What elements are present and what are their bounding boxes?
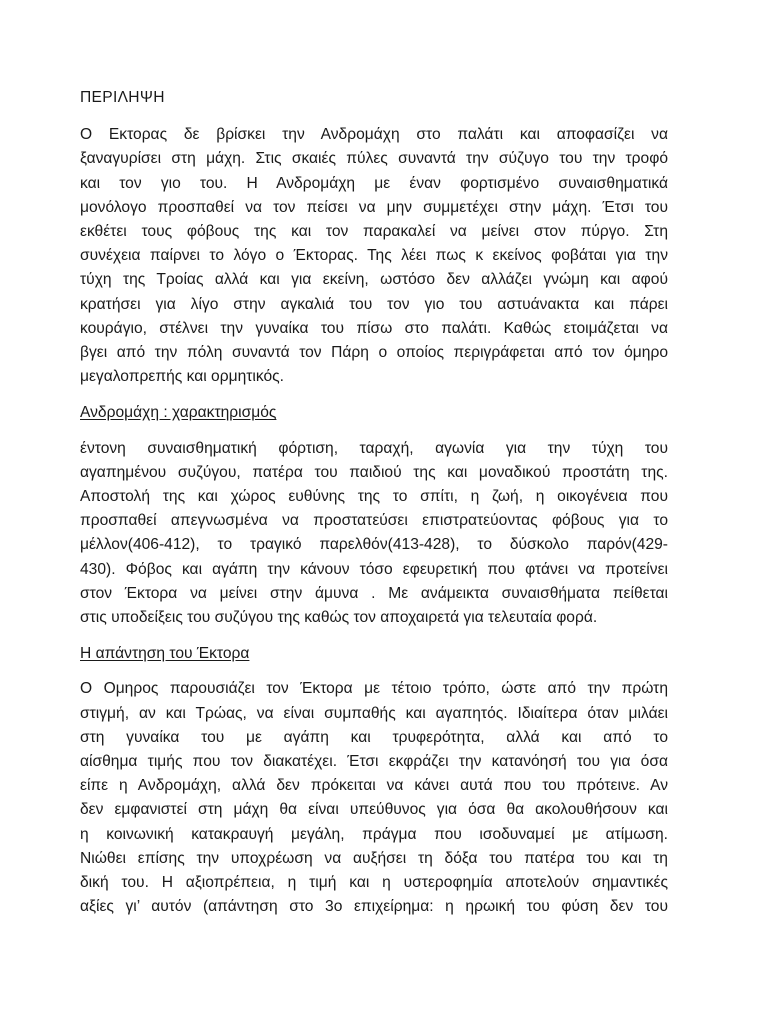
paragraph-line: 430). Φόβος και αγάπη την κάνουν τόσο εφευρετική που φτάνει να προτείνει [80, 560, 668, 578]
paragraph-line: Ο Εκτορας δε βρίσκει την Ανδρομάχη στο παλάτι και αποφασίζει να [80, 126, 668, 144]
paragraph-line: αξίες γι’ αυτόν (απάντηση στο 3ο επιχείρημα: η ηρωική του φύση δεν του [80, 898, 668, 916]
paragraph-line: συνέχεια παίρνει το λόγο ο Έκτορας. Της λέει πως κ εκείνος φοβάται για την [80, 247, 668, 265]
paragraph-line: στον Έκτορα να μείνει στην άμυνα . Με ανάμεικτα συναισθήματα πείθεται [80, 584, 668, 602]
paragraph-line: στις υποδείξεις του συζύγου της καθώς τον αποχαιρετά για τελευταία φορά. [80, 609, 598, 627]
hector-heading: Η απάντηση του Έκτορα [80, 645, 250, 663]
paragraph-line: Ο Ομηρος παρουσιάζει τον Έκτορα με τέτοιο τρόπο, ώστε από την πρώτη [80, 680, 668, 698]
paragraph-line: είπε η Ανδρομάχη, αλλά δεν πρόκειται να κάνει αυτά που του πρότεινε. Αν [80, 777, 668, 795]
paragraph-line: στη γυναίκα του με αγάπη και τρυφερότητα, αλλά και από το [80, 728, 668, 746]
paragraph-line: εκθέτει τους φόβους της και τον παρακαλεί να μείνει στον πύργο. Στη [80, 223, 668, 241]
paragraph-line: αγαπημένου συζύγου, πατέρα του παιδιού της και μοναδικού προστάτη της. [80, 463, 668, 481]
hector-paragraph [80, 677, 668, 919]
paragraph-line: και τον γιο του. Η Ανδρομάχη με έναν φορτισμένο συναισθηματικά [80, 174, 668, 192]
paragraph-line: κουράγιο, στέλνει την γυναίκα του πίσω στο παλάτι. Καθώς ετοιμάζεται να [80, 319, 668, 337]
paragraph-line: μονόλογο προσπαθεί να τον πείσει να μην συμμετέχει στην μάχη. Έτσι του [80, 198, 668, 216]
summary-paragraph [80, 123, 668, 389]
paragraph-line: στιγμή, αν και Τρώας, να είναι συμπαθής και αγαπητός. Ιδιαίτερα όταν μιλάει [80, 704, 668, 722]
paragraph-line: τύχη της Τροίας αλλά και για εκείνη, ωστόσο δεν αλλάζει γνώμη και αφού [80, 271, 668, 289]
paragraph-line: προσπαθεί απεγνωσμένα να προστατεύσει επιστρατεύοντας φόβους για το [80, 512, 668, 530]
paragraph-line: Αποστολή της και χώρος ευθύνης της το σπίτι, η ζωή, η οικογένεια που [80, 488, 668, 506]
summary-heading: ΠΕΡΙΛΗΨΗ [80, 89, 165, 106]
paragraph-line: κρατήσει για λίγο στην αγκαλιά του τον γιο του αστυάνακτα και πάρει [80, 295, 668, 313]
paragraph-line: η κοινωνική κατακραυγή μεγάλη, πράγμα που ισοδυναμεί με ατίμωση. [80, 825, 668, 843]
paragraph-line: δική του. Η αξιοπρέπεια, η τιμή και η υστεροφημία αποτελούν σημαντικές [80, 874, 668, 892]
paragraph-line: Νιώθει επίσης την υποχρέωση να αυξήσει τη δόξα του πατέρα του και τη [80, 849, 668, 867]
paragraph-line: μέλλον(406-412), το τραγικό παρελθόν(413-428), το δύσκολο παρόν(429- [80, 536, 668, 554]
paragraph-line: δεν εμφανιστεί στη μάχη θα είναι υπεύθυνος για όσα θα ακολουθήσουν και [80, 801, 668, 819]
paragraph-line: έντονη συναισθηματική φόρτιση, ταραχή, αγωνία για την τύχη του [80, 439, 668, 457]
paragraph-line: ξαναγυρίσει στη μάχη. Στις σκαιές πύλες συναντά την σύζυγο του την τροφό [80, 150, 668, 168]
andromache-heading: Ανδρομάχη : χαρακτηρισμός [80, 404, 277, 422]
document-page [80, 86, 668, 920]
andromache-paragraph [80, 437, 668, 631]
paragraph-line: αίσθημα τιμής που τον διακατέχει. Έτσι εκφράζει την κατανόησή του για όσα [80, 753, 668, 771]
paragraph-line: βγει από την πόλη συναντά τον Πάρη ο οποίος περιγράφεται από τον όμηρο [80, 344, 668, 362]
paragraph-line: μεγαλοπρεπής και ορμητικός. [80, 368, 284, 386]
